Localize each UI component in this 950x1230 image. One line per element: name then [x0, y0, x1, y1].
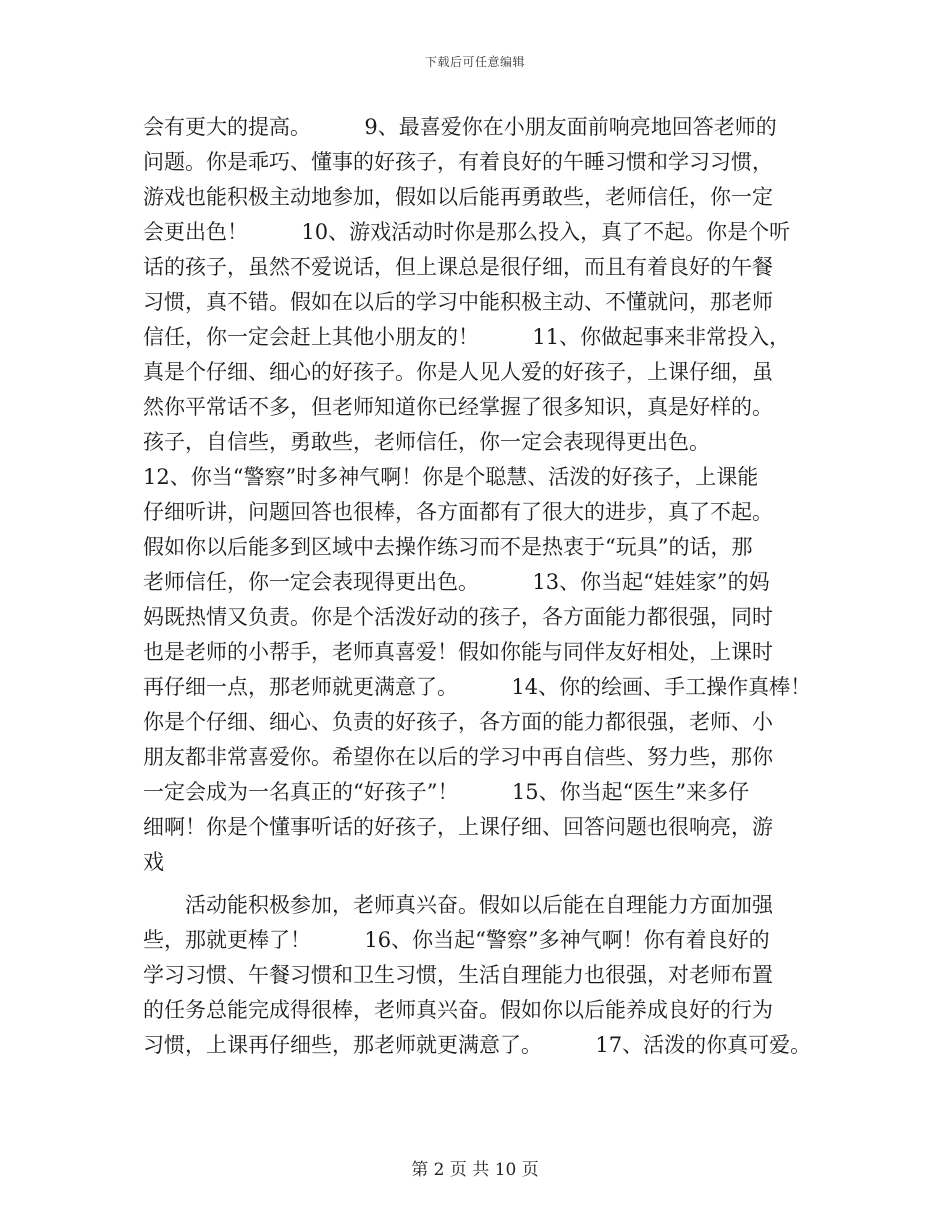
body-line: 孩子，自信些，勇敢些，老师信任，你一定会表现得更出色。	[143, 430, 710, 454]
body-line: 会有更大的提高。 9、最喜爱你在小朋友面前响亮地回答老师的	[143, 115, 777, 139]
body-line: 假如你以后能多到区域中去操作练习而不是热衷于“玩具”的话，那	[143, 535, 753, 559]
body-line: 习惯，真不错。假如在以后的学习中能积极主动、不懂就问，那老师	[143, 290, 773, 314]
body-line: 会更出色！ 10、游戏活动时你是那么投入，真了不起。你是个听	[143, 220, 791, 244]
body-line: 话的孩子，虽然不爱说话，但上课总是很仔细，而且有着良好的午餐	[143, 255, 773, 279]
body-line: 你是个仔细、细心、负责的好孩子，各方面的能力都很强，老师、小	[143, 710, 773, 734]
body-line: 些，那就更棒了！ 16、你当起“警察”多神气啊！你有着良好的	[143, 928, 770, 952]
body-line: 也是老师的小帮手，老师真喜爱！假如你能与同伴友好相处，上课时	[143, 640, 773, 664]
body-line: 妈既热情又负责。你是个活泼好动的孩子，各方面能力都很强，同时	[143, 605, 773, 629]
body-line: 细啊！你是个懂事听话的好孩子，上课仔细、回答问题也很响亮，游	[143, 815, 773, 839]
body-line: 学习习惯、午餐习惯和卫生习惯，生活自理能力也很强，对老师布置	[143, 963, 773, 987]
body-line: 再仔细一点，那老师就更满意了。 14、你的绘画、手工操作真棒！	[143, 675, 812, 699]
body-line: 然你平常话不多，但老师知道你已经掌握了很多知识，真是好样的。	[143, 395, 773, 419]
paragraph-start-line: 活动能积极参加，老师真兴奋。假如以后能在自理能力方面加强	[185, 893, 773, 917]
page-header-note: 下载后可任意编辑	[424, 55, 525, 69]
body-line: 习惯，上课再仔细些，那老师就更满意了。 17、活泼的你真可爱。	[143, 1033, 812, 1057]
body-line: 戏	[143, 850, 164, 874]
body-line: 一定会成为一名真正的“好孩子”！ 15、你当起“医生”来多仔	[143, 780, 750, 804]
body-line: 老师信任，你一定会表现得更出色。 13、你当起“娃娃家”的妈	[143, 570, 770, 594]
body-line: 问题。你是乖巧、懂事的好孩子，有着良好的午睡习惯和学习习惯，	[143, 150, 773, 174]
body-line: 游戏也能积极主动地参加，假如以后能再勇敢些，老师信任，你一定	[143, 185, 773, 209]
body-line: 真是个仔细、细心的好孩子。你是人见人爱的好孩子，上课仔细，虽	[143, 360, 773, 384]
body-line: 仔细听讲，问题回答也很棒，各方面都有了很大的进步，真了不起。	[143, 500, 773, 524]
page-number-footer: 第 2 页 共 10 页	[411, 1160, 539, 1180]
body-line: 12、你当“警察”时多神气啊！你是个聪慧、活泼的好孩子，上课能	[143, 465, 759, 489]
body-line: 朋友都非常喜爱你。希望你在以后的学习中再自信些、努力些，那你	[143, 745, 773, 769]
body-line: 信任，你一定会赶上其他小朋友的！ 11、你做起事来非常投入，	[143, 325, 791, 349]
body-line: 的任务总能完成得很棒，老师真兴奋。假如你以后能养成良好的行为	[143, 998, 773, 1022]
